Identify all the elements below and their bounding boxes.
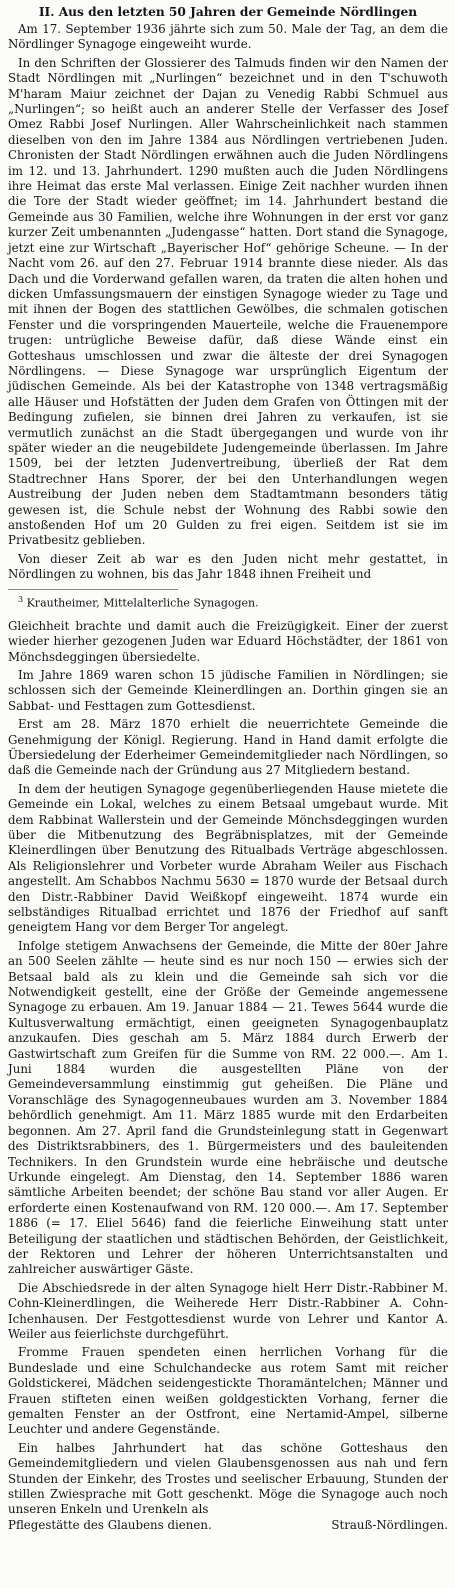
paragraph: Fromme Frauen spendeten einen herrlichen Vorhang für die Bundeslade und eine Schulchandecke aus rotem Samt mit reicher Goldstickerei, Mädchen seidengestickte Thoramäntelchen; Männer und Frauen stifteten einen weißen goldgestickten Vorhang, ferner die gemalten Fenster an der Ostfront, eine Nertamid-Ampel, silberne Leuchter und andere Gegenstände. [8, 1345, 448, 1437]
paragraph: In den Schriften der Glossierer des Talmuds finden wir den Namen der Stadt Nördlingen mit „Nurlingen“ bezeichnet und in den T'schuwoth M'haram Maiur zeichnet der Dajan zu Venedig Rabbi Schmuel aus „Nurlingen“; so heißt auch an anderer Stelle der Verfasser des Josef Omez Rabbi Josef Nurlingen. Aller Wahrscheinlichkeit nach stammen dieselben von den im Jahre 1384 aus Nördlingen vertriebenen Juden. Chronisten der Stadt Nördlingen erwähnen auch die Juden Nördlingens im 12. und 13. Jahrhundert. 1290 mußten auch die Juden Nördlingens ihre Heimat das erste Mal verlassen. Einige Zeit nachher wurden ihnen die Tore der Stadt wieder geöffnet; im 14. Jahrhundert bestand die Gemeinde aus 30 Familien, welche ihre Wohnungen in der erst vor ganz kurzer Zeit umbenannten „Judengasse“ hatten. Dort stand die Synagoge, jetzt eine zur Wirtschaft „Bayerischer Hof“ gehörige Scheune. — In der Nacht vom 26. auf den 27. Februar 1914 brannte diese nieder. Als das Dach und die Vorderwand gefallen waren, da traten die alten hohen und dicken Umfassungsmauern der einstigen Synagoge wieder zu Tage und mit ihnen der Bogen des stattlichen Gewölbes, die schmalen gotischen Fenster und die vorspringenden Mauerteile, welche die Frauenempore trugen: untrügliche Beweise dafür, daß diese Wände einst ein Gotteshaus umschlossen und zwar die älteste der drei Synagogen Nördlingens. — Diese Synagoge war ursprünglich Eigentum der jüdischen Gemeinde. Als bei der Katastrophe von 1348 vertragsmäßig alle Häuser und Hofstätten der Juden dem Grafen von Öttingen mit der Bedingung zufielen, sie binnen drei Jahren zu verkaufen, ist sie vermutlich zunächst an die Stadt übergegangen und wurde von ihr später wieder an die neugebildete Judengemeinde überlassen. Im Jahre 1509, bei der letzten Judenvertreibung, überließ der Rat dem Stadtrechner Hans Sporer, der bei den Unterhandlungen wegen Austreibung der Juden neben dem Stadtamtmann besonders tätig gewesen ist, die Schule nebst der Wohnung des Rabbi sowie den anstoßenden Hof um 20 Gulden zu frei eigen. Seitdem ist sie im Privatbesitz geblieben. [8, 55, 448, 548]
footnote-text: Krautheimer, Mittelalterliche Synagogen. [26, 596, 259, 610]
paragraph: In dem der heutigen Synagoge gegenüberliegenden Hause mietete die Gemeinde ein Lokal, welches zu einem Betsaal umgebaut wurde. Mit dem Rabbinat Wallerstein und der Gemeinde Mönchsdeggingen wurden über die Mitbenutzung des Begräbnisplatzes, mit der Gemeinde Kleinerdlingen über Benutzung des Ritualbads Verträge abgeschlossen. Als Religionslehrer und Vorbeter wurde Abraham Weiler aus Fischach angestellt. Am Schabbos Nachmu 5630 = 1870 wurde der Betsaal durch den Distr.-Rabbiner David Weißkopf eingeweiht. 1874 wurde ein selbständiges Ritualbad errichtet und 1876 der Friedhof auf sanft geneigtem Hang vor dem Berger Tor angelegt. [8, 781, 448, 935]
paragraph: Am 17. September 1936 jährte sich zum 50. Male der Tag, an dem die Nördlinger Synagoge eingeweiht wurde. [8, 22, 448, 52]
paragraph: Gleichheit brachte und damit auch die Freizügigkeit. Einer der zuerst wieder hierher gezogenen Juden war Eduard Höchstädter, der 1861 von Mönchsdeggingen übersiedelte. [8, 618, 448, 664]
footnote-mark: 3 [18, 594, 24, 604]
closing-line [8, 1518, 448, 1533]
footnote-divider [8, 589, 178, 590]
paragraph: Von dieser Zeit ab war es den Juden nicht mehr gestattet, in Nördlingen zu wohnen, bis das Jahr 1848 ihnen Freiheit und [8, 551, 448, 582]
paragraph: Infolge stetigem Anwachsens der Gemeinde, die Mitte der 80er Jahre an 500 Seelen zählte — heute sind es nur noch 150 — erwies sich der Betsaal bald als zu klein und die Gemeinde sah sich vor die Notwendigkeit gestellt, eine der Größe der Gemeinde angemessene Synagoge zu erbauen. Am 19. Januar 1884 — 21. Tewes 5644 wurde die Kultusverwaltung ermächtigt, einen geeigneten Synagogenbauplatz anzukaufen. Dies geschah am 5. März 1884 durch Erwerb der Gastwirtschaft zum Greifen für die Summe von RM. 22 000.—. Am 1. Juni 1884 wurden die ausgestellten Pläne von der Gemeindeversammlung einstimmig gut geheißen. Die Pläne und Voranschläge des Synagogenneubaues wurden am 3. November 1884 behördlich genehmigt. Am 11. März 1885 wurde mit den Erdarbeiten begonnen. Am 27. April fand die Grundsteinlegung statt in Gegenwart des Distriktsrabbiners, des 1. Bürgermeisters und des bauleitenden Technikers. In den Grundstein wurde eine hebräische und deutsche Urkunde eingelegt. Am Dienstag, den 14. September 1886 waren sämtliche Arbeiten beendet; der schöne Bau stand vor aller Augen. Er erforderte einen Kostenaufwand von RM. 120 000.—. Am 17. September 1886 (= 17. Eliel 5646) fand die feierliche Einweihung statt unter Beteiligung der staatlichen und städtischen Behörden, der Geistlichkeit, der Rektoren und Lehrer der höheren Unterrichtsanstalten und zahlreicher auswärtiger Gäste. [8, 938, 448, 1277]
paragraph: Erst am 28. März 1870 erhielt die neuerrichtete Gemeinde die Genehmigung der Königl. Regierung. Hand in Hand damit erfolgte die Übersiedelung der Ederheimer Gemeindemitglieder nach Nördlingen, so daß die Gemeinde nach der Gründung aus 27 Mitgliedern bestand. [8, 717, 448, 778]
paragraph: Die Abschiedsrede in der alten Synagoge hielt Herr Distr.-Rabbiner M. Cohn-Kleinerdlingen, die Weiherede Herr Distr.-Rabbiner A. Cohn-Ichenhausen. Der Festgottesdienst wurde von Lehrer und Kantor A. Weiler aus feierlichste durchgeführt. [8, 1280, 448, 1341]
author-signature: Strauß-Nördlingen. [331, 1517, 448, 1532]
paragraph: Ein halbes Jahrhundert hat das schöne Gotteshaus den Gemeindemitgliedern und vielen Glaubensgenossen aus nah und fern Stunden der Einkehr, des Trostes und seelischer Erbauung, Stunden der stillen Zwiesprache mit Gott geschenkt. Möge die Synagoge auch noch unseren Enkeln und Urenkeln als [8, 1440, 448, 1517]
paragraph: Im Jahre 1869 waren schon 15 jüdische Familien in Nördlingen; sie schlossen sich der Gemeinde Kleinerdlingen an. Dorthin gingen sie an Sabbat- und Festtagen zum Gottesdienst. [8, 667, 448, 713]
footnote [18, 592, 448, 611]
closing-text: Pflegestätte des Glaubens dienen. [8, 1517, 212, 1532]
article-title: II. Aus den letzten 50 Jahren der Gemeinde Nördlingen [38, 5, 418, 19]
